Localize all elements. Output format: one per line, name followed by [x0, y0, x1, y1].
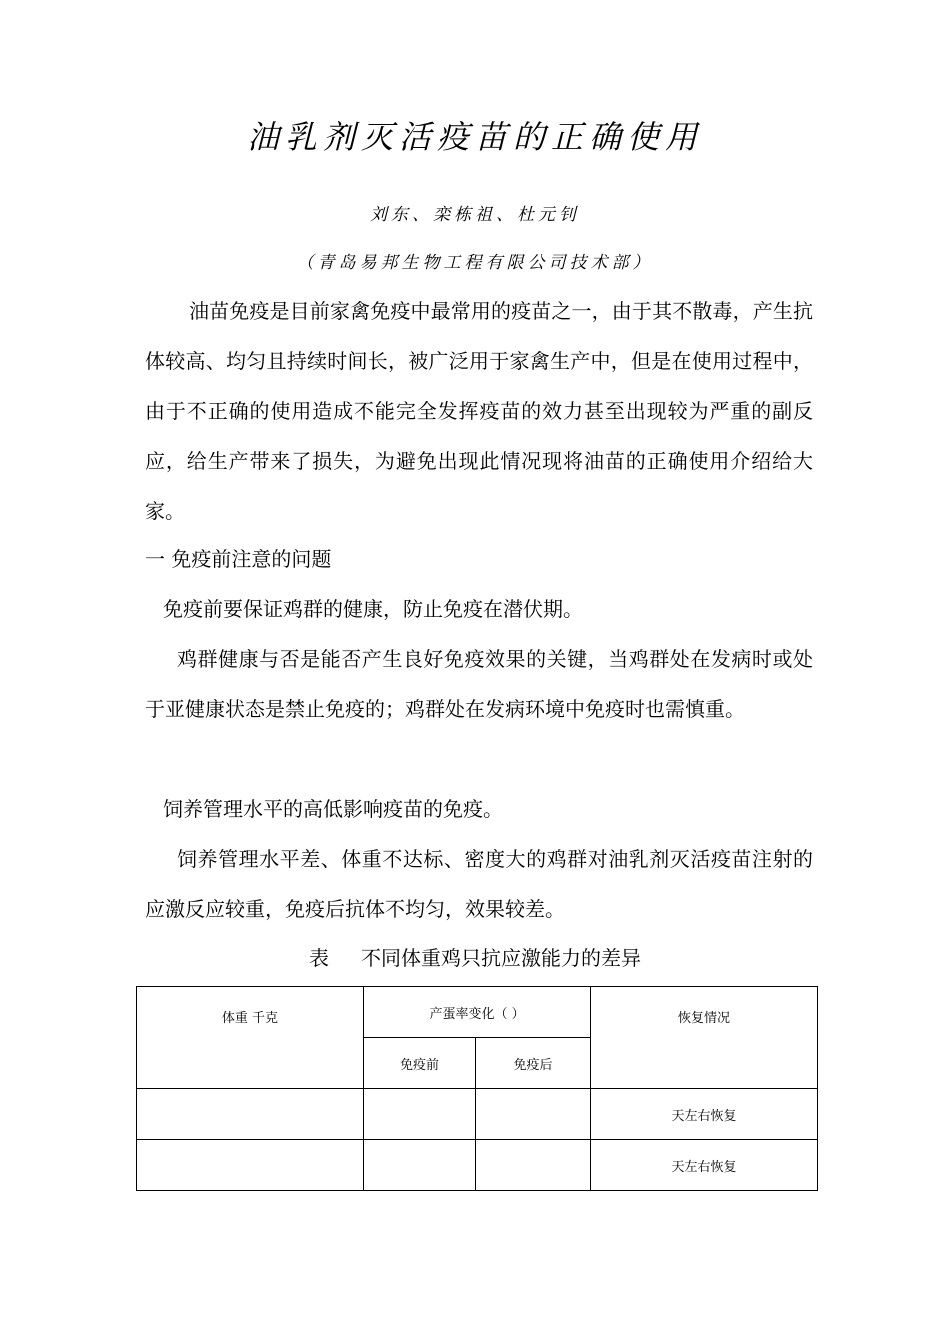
section-heading: 一 免疫前注意的问题 — [145, 547, 332, 571]
table-caption-title: 不同体重鸡只抗应激能力的差异 — [361, 946, 641, 970]
table-header-row — [137, 987, 818, 1038]
header-before: 免疫前 — [364, 1038, 476, 1089]
header-weight: 体重 千克 — [137, 987, 364, 1089]
header-egg-rate: 产蛋率变化（ ） — [364, 987, 591, 1038]
subheading-health: 免疫前要保证鸡群的健康，防止免疫在潜伏期。 — [163, 597, 583, 621]
cell-before — [364, 1140, 476, 1191]
header-after: 免疫后 — [476, 1038, 591, 1089]
cell-before — [364, 1089, 476, 1140]
document-title: 油乳剂灭活疫苗的正确使用 — [246, 118, 703, 156]
authors: 刘东、栾栋祖、杜元钊 — [370, 205, 580, 225]
affiliation: （青岛易邦生物工程有限公司技术部） — [296, 253, 654, 273]
cell-recovery: 天左右恢复 — [591, 1140, 818, 1191]
paragraph-management: 饲养管理水平差、体重不达标、密度大的鸡群对油乳剂灭活疫苗注射的应激反应较重，免疫后抗体不均匀，效果较差。 — [145, 847, 813, 921]
intro-paragraph: 油苗免疫是目前家禽免疫中最常用的疫苗之一，由于其不散毒，产生抗体较高、均匀且持续时间长，被广泛用于家禽生产中，但是在使用过程中，由于不正确的使用造成不能完全发挥疫苗的效力甚至出现较为严重的副反应，给生产带来了损失，为避免出现此情况现将油苗的正确使用介绍给大家。 — [145, 299, 813, 523]
cell-recovery: 天左右恢复 — [591, 1089, 818, 1140]
cell-weight — [137, 1140, 364, 1191]
cell-after — [476, 1089, 591, 1140]
paragraph-health: 鸡群健康与否是能否产生良好免疫效果的关键，当鸡群处在发病时或处于亚健康状态是禁止免疫的；鸡群处在发病环境中免疫时也需慎重。 — [145, 647, 813, 721]
cell-after — [476, 1140, 591, 1191]
table-row — [137, 1089, 818, 1140]
table-caption-label: 表 — [309, 946, 329, 970]
header-recovery: 恢复情况 — [591, 987, 818, 1089]
table-caption — [0, 938, 950, 978]
table-row — [137, 1140, 818, 1191]
stress-table — [136, 986, 818, 1191]
subheading-management: 饲养管理水平的高低影响疫苗的免疫。 — [163, 797, 503, 821]
cell-weight — [137, 1089, 364, 1140]
